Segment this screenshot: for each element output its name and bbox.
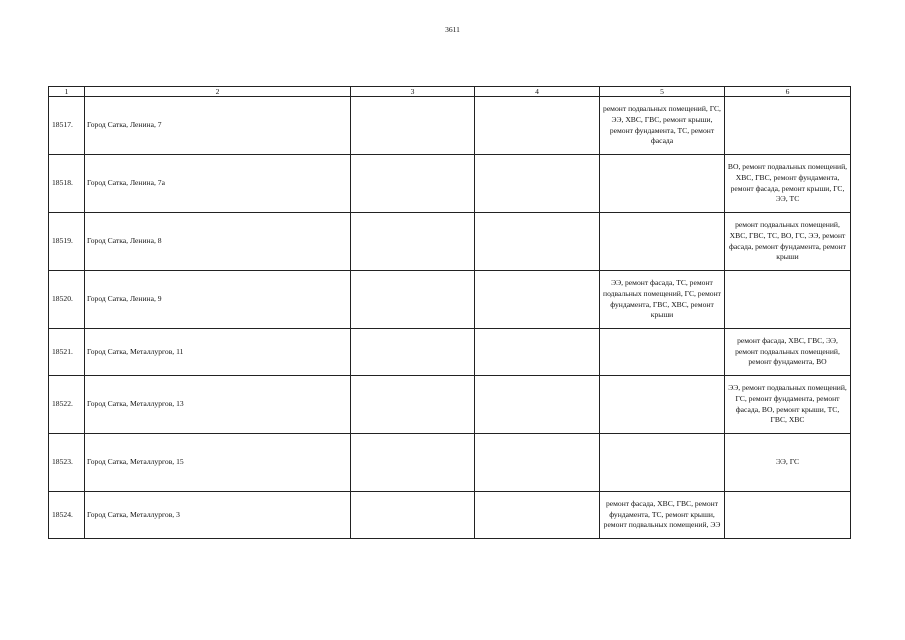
row-number: 18518. xyxy=(49,155,85,213)
row-works-col5 xyxy=(600,213,725,271)
row-col3 xyxy=(351,213,475,271)
row-col4 xyxy=(475,271,600,329)
row-number: 18522. xyxy=(49,376,85,434)
row-works-col5 xyxy=(600,329,725,376)
table-row xyxy=(49,329,851,376)
header-col-3: 3 xyxy=(351,87,475,97)
row-works-col6 xyxy=(725,97,851,155)
row-col4 xyxy=(475,213,600,271)
header-col-2: 2 xyxy=(85,87,351,97)
header-col-4: 4 xyxy=(475,87,600,97)
row-number: 18520. xyxy=(49,271,85,329)
row-works-col5: ЭЭ, ремонт фасада, ТС, ремонт подвальных помещений, ГС, ремонт фундамента, ГВС, ХВС, ремонт крыши xyxy=(600,271,725,329)
row-address: Город Сатка, Металлургов, 11 xyxy=(85,329,351,376)
row-works-col6: ЭЭ, ремонт подвальных помещений, ГС, ремонт фундамента, ремонт фасада, ВО, ремонт крыши, ТС, ГВС, ХВС xyxy=(725,376,851,434)
header-col-5: 5 xyxy=(600,87,725,97)
header-col-6: 6 xyxy=(725,87,851,97)
row-works-col6: ремонт фасада, ХВС, ГВС, ЭЭ, ремонт подвальных помещений, ремонт фундамента, ВО xyxy=(725,329,851,376)
row-col3 xyxy=(351,155,475,213)
row-works-col5: ремонт фасада, ХВС, ГВС, ремонт фундамента, ТС, ремонт крыши, ремонт подвальных помещений, ЭЭ xyxy=(600,492,725,539)
row-col4 xyxy=(475,97,600,155)
row-number: 18517. xyxy=(49,97,85,155)
row-col4 xyxy=(475,376,600,434)
row-number: 18523. xyxy=(49,434,85,492)
row-col4 xyxy=(475,329,600,376)
row-address: Город Сатка, Ленина, 8 xyxy=(85,213,351,271)
row-works-col6: ВО, ремонт подвальных помещений, ХВС, ГВС, ремонт фундамента, ремонт фасада, ремонт крыши, ГС, ЭЭ, ТС xyxy=(725,155,851,213)
row-col3 xyxy=(351,492,475,539)
housing-register-table xyxy=(48,86,851,539)
row-address: Город Сатка, Ленина, 7а xyxy=(85,155,351,213)
row-works-col5: ремонт подвальных помещений, ГС, ЭЭ, ХВС, ГВС, ремонт крыши, ремонт фундамента, ТС, ремонт фасада xyxy=(600,97,725,155)
header-row xyxy=(49,87,851,97)
header-col-1: 1 xyxy=(49,87,85,97)
row-col3 xyxy=(351,271,475,329)
row-works-col6 xyxy=(725,271,851,329)
row-col4 xyxy=(475,492,600,539)
row-col4 xyxy=(475,155,600,213)
row-address: Город Сатка, Металлургов, 15 xyxy=(85,434,351,492)
row-col3 xyxy=(351,376,475,434)
row-number: 18521. xyxy=(49,329,85,376)
table-row xyxy=(49,97,851,155)
row-address: Город Сатка, Металлургов, 13 xyxy=(85,376,351,434)
row-address: Город Сатка, Металлургов, 3 xyxy=(85,492,351,539)
page-number: 3611 xyxy=(445,25,460,34)
row-works-col6 xyxy=(725,492,851,539)
row-address: Город Сатка, Ленина, 7 xyxy=(85,97,351,155)
table-row xyxy=(49,376,851,434)
row-works-col6: ремонт подвальных помещений, ХВС, ГВС, ТС, ВО, ГС, ЭЭ, ремонт фасада, ремонт фундамента, ремонт крыши xyxy=(725,213,851,271)
row-works-col5 xyxy=(600,155,725,213)
table-row xyxy=(49,155,851,213)
row-number: 18524. xyxy=(49,492,85,539)
row-address: Город Сатка, Ленина, 9 xyxy=(85,271,351,329)
row-col3 xyxy=(351,97,475,155)
row-works-col6: ЭЭ, ГС xyxy=(725,434,851,492)
row-number: 18519. xyxy=(49,213,85,271)
row-works-col5 xyxy=(600,434,725,492)
table-row xyxy=(49,492,851,539)
row-works-col5 xyxy=(600,376,725,434)
row-col4 xyxy=(475,434,600,492)
table-row xyxy=(49,271,851,329)
table-row xyxy=(49,213,851,271)
table-row xyxy=(49,434,851,492)
row-col3 xyxy=(351,434,475,492)
row-col3 xyxy=(351,329,475,376)
